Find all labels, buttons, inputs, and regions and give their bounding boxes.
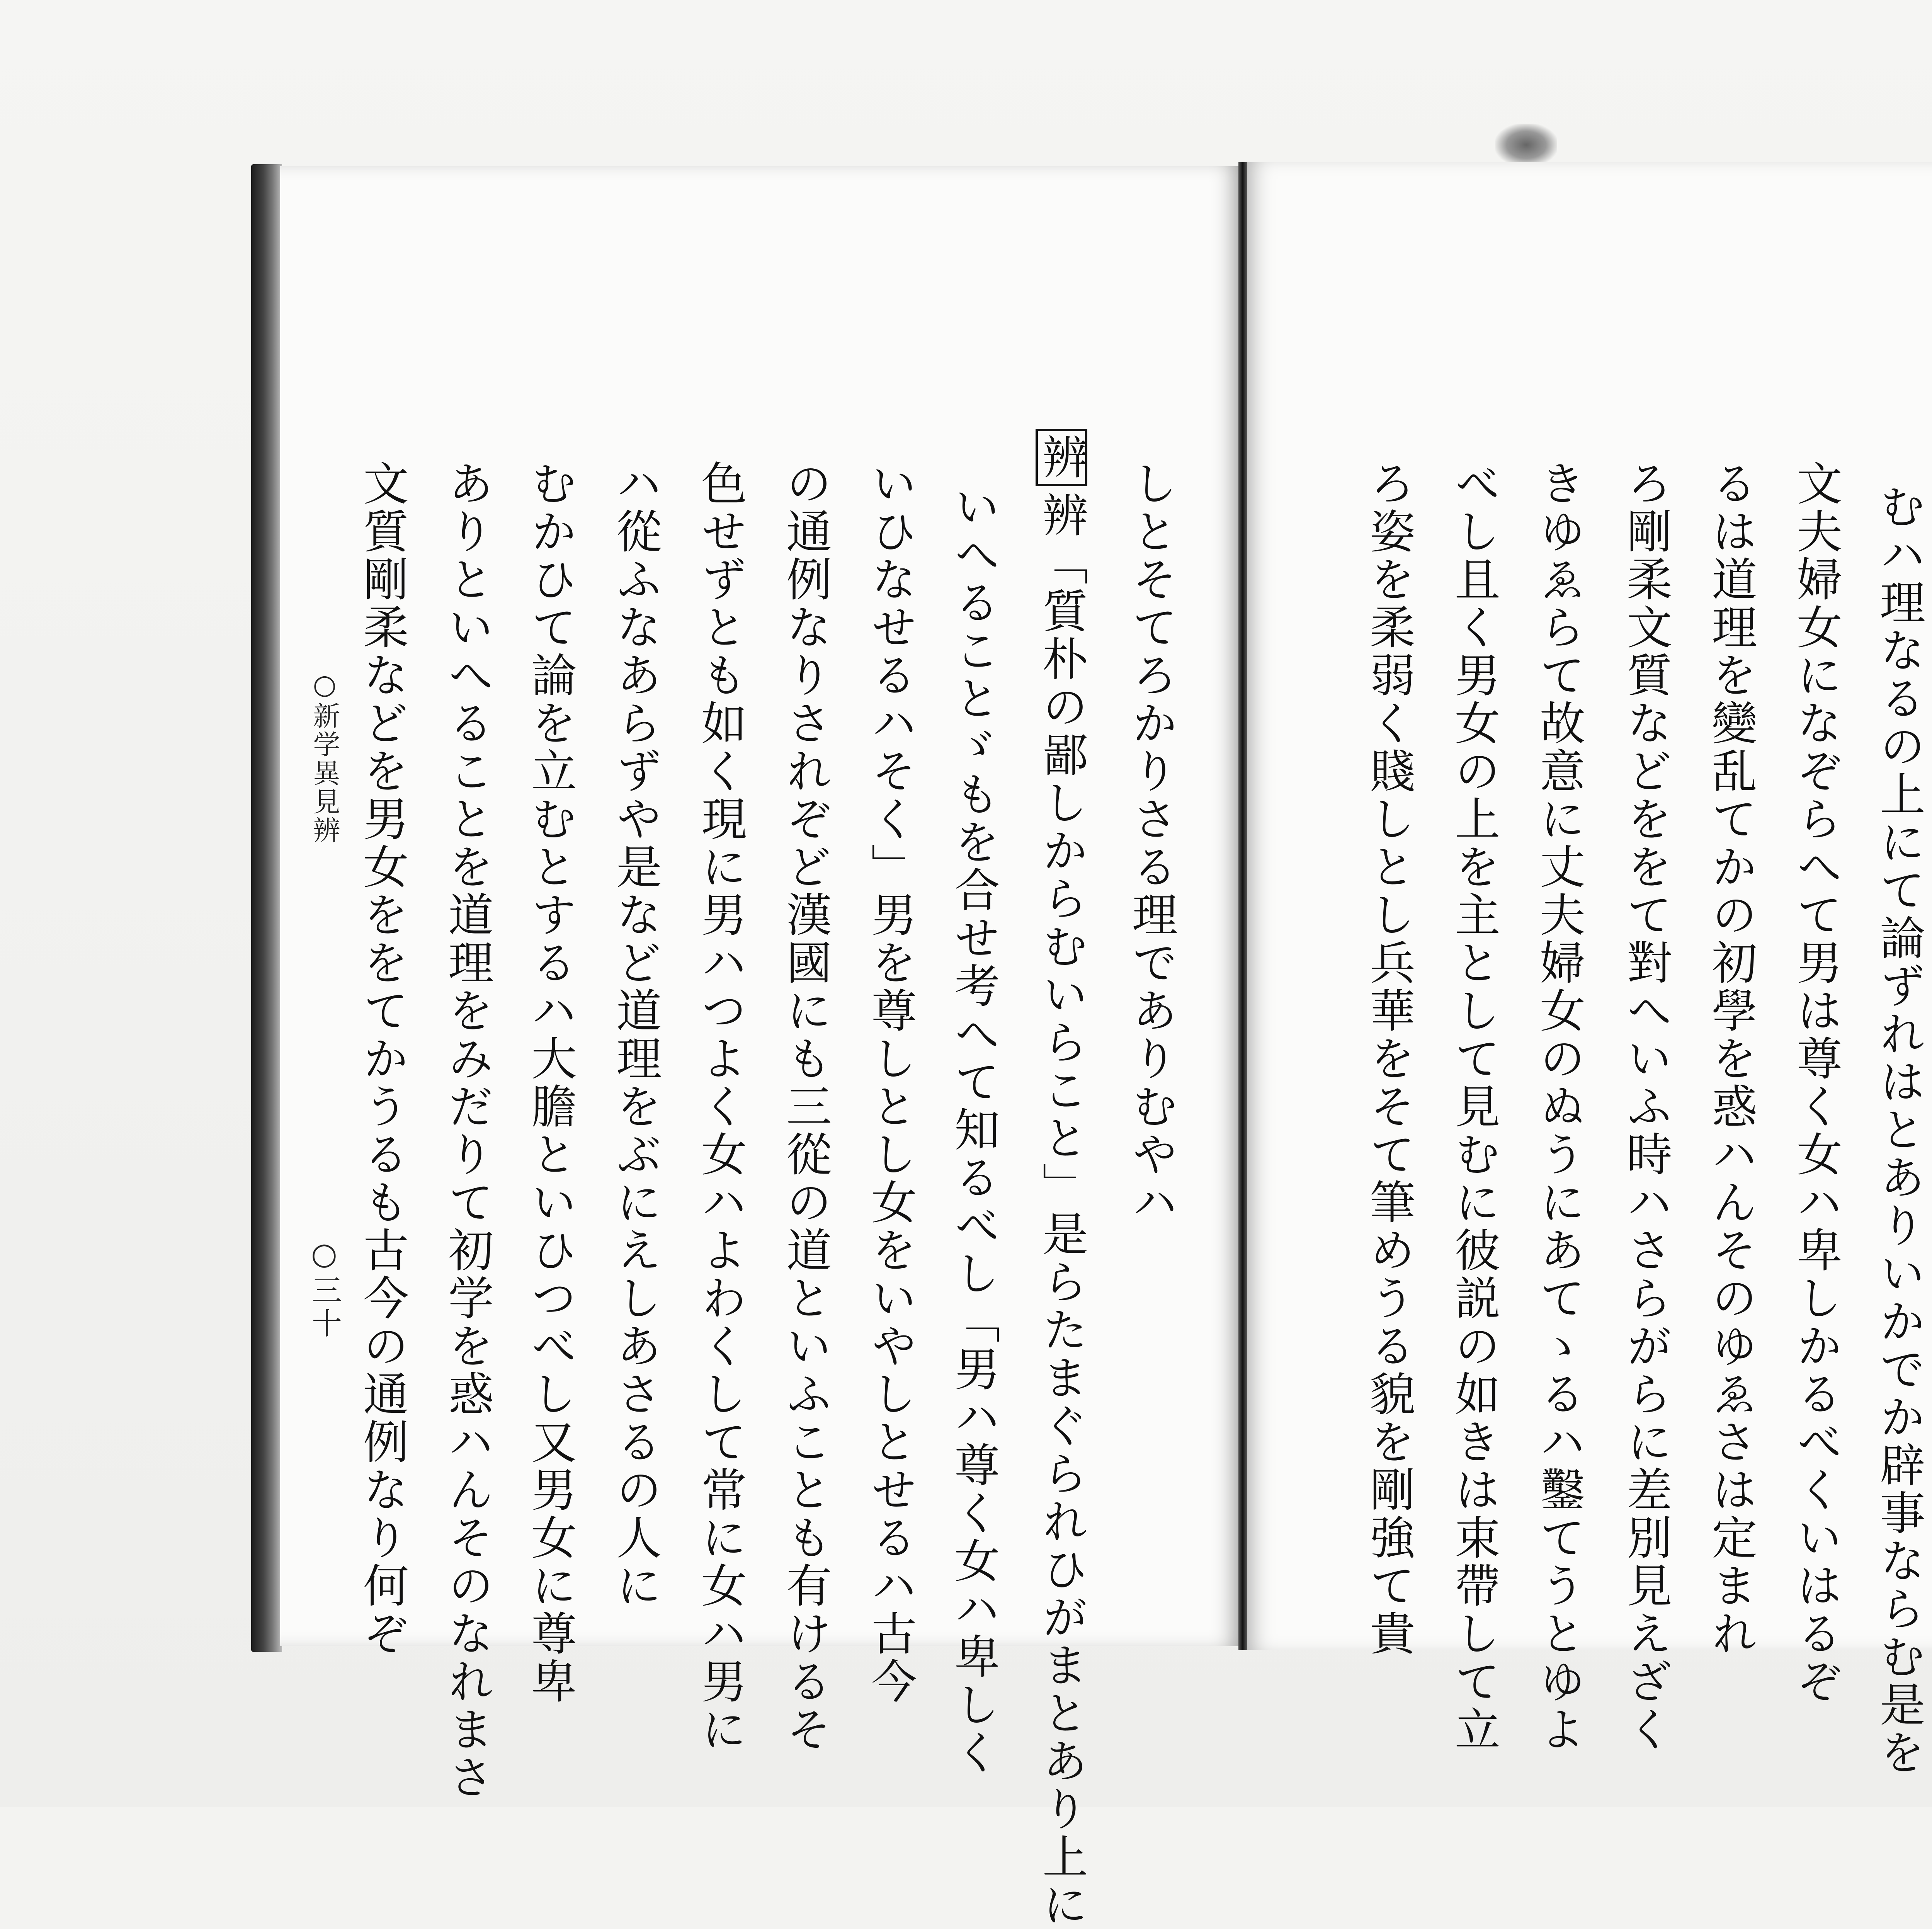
right-page-column: ろ剛柔文質などををて對へいふ時ハさらがらに差別見えざく	[1619, 460, 1672, 1754]
left-page-column: いへることゞもを合せ考へて知るべし「男ハ尊く女ハ卑しく	[947, 483, 1000, 1777]
right-page-column: むハ理なるの上にて論ずれはとありいかでか辟事ならむ是を	[1872, 483, 1925, 1777]
left-page-column: ありといへることを道理をみだりて初学を惑ハんそのなれまさ	[440, 460, 494, 1801]
page-number: ○三十	[307, 1237, 342, 1341]
left-page-column: の通例なりされぞど漢國にも三從の道といふことも有けるそ	[779, 460, 832, 1754]
left-page	[280, 166, 1240, 1646]
footer-title: ○新学異見辨	[309, 669, 340, 845]
right-page-column: 文夫婦女になぞらへて男は尊く女ハ卑しかるべくいはるぞ	[1789, 460, 1842, 1706]
right-page-column: ろ姿を柔弱く賤しとし兵華をそて筆めうる貌を剛強て貴	[1362, 460, 1415, 1658]
right-page-column: るは道理を變乱てかの初學を惑ハんそのゆゑさは定まれ	[1704, 460, 1757, 1658]
left-page-column: いひなせるハそく」男を尊しとし女をいやしとせるハ古今	[864, 460, 917, 1706]
column-text: 辨「質朴の鄙しからむいらこと」是らたまぐられひがまとあり上に	[1035, 492, 1088, 1929]
book-edge-left	[251, 164, 282, 1652]
left-page-column: ハ從ふなあらずや是など道理をぶにえしあさるの人に	[609, 460, 662, 1610]
left-page-column: 色せずとも如く現に男ハつよく女ハよわくして常に女ハ男に	[694, 460, 747, 1754]
spine-tab	[1495, 124, 1557, 166]
left-page-column: しとそてろかりさる理でありむやハ	[1124, 460, 1178, 1226]
ben-marker: 辨	[1036, 429, 1087, 486]
left-page-column	[1036, 429, 1087, 1929]
left-page-column: 文質剛柔などを男女ををてかうるも古今の通例なり何ぞ	[355, 460, 409, 1658]
book-gutter	[1238, 162, 1247, 1650]
right-page-column: きゆゑらて故意に丈夫婦女のぬうにあてゝるハ鑿てうとゆよ	[1532, 460, 1585, 1754]
right-page-column: べし且く男女の上を主として見むに彼説の如きは束帶して立	[1447, 460, 1500, 1754]
left-page-column: むかひて論を立むとするハ大膽といひつべし又男女に尊卑	[524, 460, 577, 1706]
